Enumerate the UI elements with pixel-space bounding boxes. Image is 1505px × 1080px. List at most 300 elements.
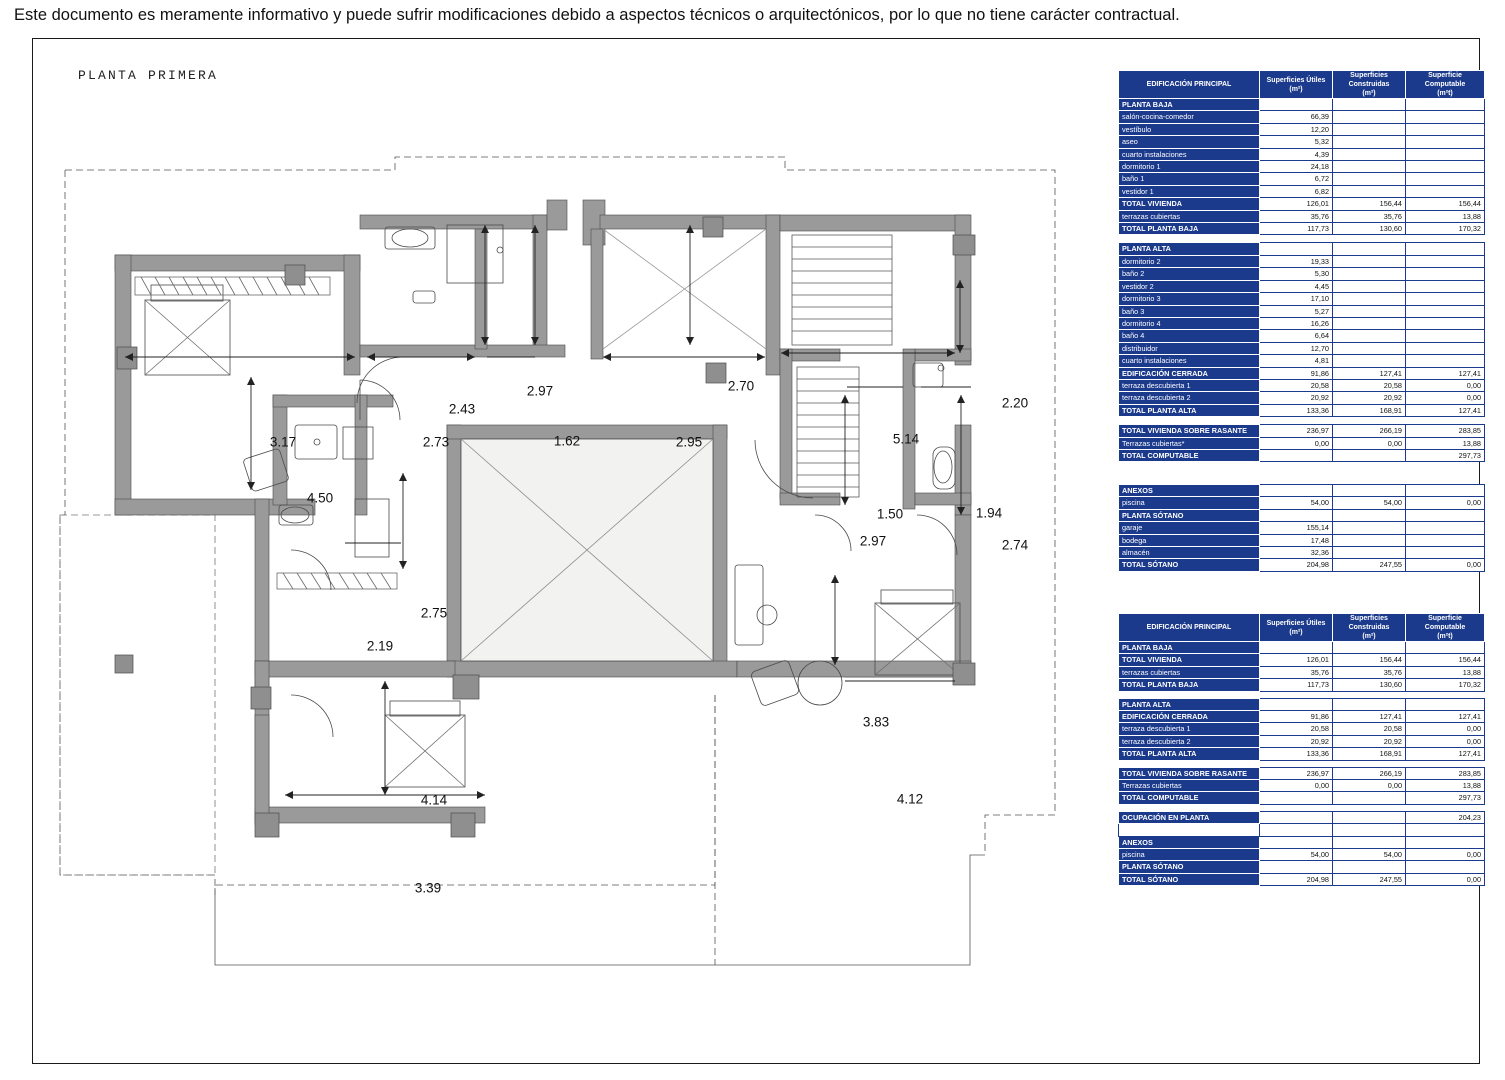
table-cell-value: 0,00 bbox=[1260, 780, 1333, 792]
table-row bbox=[1119, 367, 1485, 379]
dimension-label: 2.73 bbox=[422, 434, 450, 450]
table-cell-value: 297,73 bbox=[1406, 792, 1485, 804]
table-cell-value bbox=[1333, 136, 1406, 148]
table-row-label: PLANTA ALTA bbox=[1119, 243, 1260, 255]
table-cell-value: 170,32 bbox=[1406, 223, 1485, 235]
table-row bbox=[1119, 780, 1485, 792]
table-row bbox=[1119, 148, 1485, 160]
table-row-label: PLANTA ALTA bbox=[1119, 698, 1260, 710]
table-section-title bbox=[1119, 243, 1485, 255]
table-cell-value bbox=[1406, 342, 1485, 354]
table-cell-value bbox=[1406, 509, 1485, 521]
table-row-label: distribuidor bbox=[1119, 342, 1260, 354]
table-cell-value: 0,00 bbox=[1406, 873, 1485, 885]
table-row-label: aseo bbox=[1119, 136, 1260, 148]
table-cell-value: 0,00 bbox=[1333, 780, 1406, 792]
table-row-label: TOTAL VIVIENDA bbox=[1119, 654, 1260, 666]
table-cell-value: 24,18 bbox=[1260, 161, 1333, 173]
table-cell-value: 35,76 bbox=[1333, 666, 1406, 678]
table-row-label: TOTAL PLANTA BAJA bbox=[1119, 679, 1260, 691]
table-cell-value bbox=[1333, 330, 1406, 342]
table-cell-value bbox=[1260, 509, 1333, 521]
table-header-cell: Superficie Computable (m²t) bbox=[1406, 71, 1485, 99]
table-cell-value: 156,44 bbox=[1333, 198, 1406, 210]
table-row-label: vestidor 1 bbox=[1119, 185, 1260, 197]
table-cell-value: 91,86 bbox=[1260, 367, 1333, 379]
table-cell-value bbox=[1406, 330, 1485, 342]
table-row-label: cuarto instalaciones bbox=[1119, 355, 1260, 367]
table-cell-value bbox=[1333, 268, 1406, 280]
table-cell-value bbox=[1260, 836, 1333, 848]
table-header-cell: Superficies Útiles (m²) bbox=[1260, 614, 1333, 642]
table-row bbox=[1119, 161, 1485, 173]
table-cell-value: 17,48 bbox=[1260, 534, 1333, 546]
table-row bbox=[1119, 873, 1485, 885]
table-cell-value: 12,20 bbox=[1260, 123, 1333, 135]
table-cell-value: 156,44 bbox=[1406, 654, 1485, 666]
table-cell-value: 204,98 bbox=[1260, 873, 1333, 885]
table-cell-value: 247,55 bbox=[1333, 559, 1406, 571]
table-row-label: salón-cocina-comedor bbox=[1119, 111, 1260, 123]
floor-plan-drawing bbox=[55, 95, 1090, 985]
table-cell-value: 20,58 bbox=[1333, 379, 1406, 391]
table-cell-value: 5,32 bbox=[1260, 136, 1333, 148]
table-row-label: dormitorio 4 bbox=[1119, 317, 1260, 329]
table-cell-value bbox=[1333, 534, 1406, 546]
table-row-label: EDIFICACIÓN CERRADA bbox=[1119, 711, 1260, 723]
table-cell-value: 0,00 bbox=[1406, 392, 1485, 404]
dimension-label: 4.14 bbox=[420, 792, 448, 808]
table-row bbox=[1119, 485, 1485, 497]
table-cell-value bbox=[1406, 123, 1485, 135]
table-cell-value: 32,36 bbox=[1260, 547, 1333, 559]
table-cell-value: 20,58 bbox=[1333, 723, 1406, 735]
table-row-label: garaje bbox=[1119, 522, 1260, 534]
dimension-label: 2.97 bbox=[859, 533, 887, 549]
table-cell-value bbox=[1333, 355, 1406, 367]
table-cell-value: 66,39 bbox=[1260, 111, 1333, 123]
table-row bbox=[1119, 355, 1485, 367]
table-row bbox=[1119, 509, 1485, 521]
table-row bbox=[1119, 255, 1485, 267]
table-row bbox=[1119, 449, 1485, 461]
table-cell-value bbox=[1406, 280, 1485, 292]
table-row-label: dormitorio 1 bbox=[1119, 161, 1260, 173]
table-cell-value: 130,60 bbox=[1333, 679, 1406, 691]
table-row-label: terrazas cubiertas bbox=[1119, 210, 1260, 222]
page-title: PLANTA PRIMERA bbox=[78, 68, 219, 83]
table-row-label: TOTAL VIVIENDA SOBRE RASANTE bbox=[1119, 767, 1260, 779]
table-cell-value: 54,00 bbox=[1260, 849, 1333, 861]
table-row bbox=[1119, 666, 1485, 678]
table-row-label: ANEXOS bbox=[1119, 836, 1260, 848]
table-cell-value: 266,19 bbox=[1333, 767, 1406, 779]
table-row bbox=[1119, 293, 1485, 305]
table-cell-value bbox=[1333, 293, 1406, 305]
dimension-label: 4.12 bbox=[896, 791, 924, 807]
table-row-label: TOTAL SÓTANO bbox=[1119, 873, 1260, 885]
table-cell bbox=[1333, 824, 1406, 836]
table-row bbox=[1119, 804, 1485, 811]
table-row-label: TOTAL COMPUTABLE bbox=[1119, 449, 1260, 461]
dimension-label: 1.94 bbox=[975, 505, 1003, 521]
table-cell-value: 0,00 bbox=[1406, 497, 1485, 509]
table-section-title bbox=[1119, 99, 1485, 111]
table-cell-value bbox=[1260, 243, 1333, 255]
table-cell-value bbox=[1333, 243, 1406, 255]
table-cell-value: 133,36 bbox=[1260, 404, 1333, 416]
table-header-cell: Superficies Construidas (m²) bbox=[1333, 614, 1406, 642]
table-cell-value bbox=[1260, 861, 1333, 873]
table-cell-value: 13,88 bbox=[1406, 210, 1485, 222]
table-spacer bbox=[1119, 804, 1485, 811]
table-row-label: dormitorio 2 bbox=[1119, 255, 1260, 267]
table-cell-value: 35,76 bbox=[1333, 210, 1406, 222]
table-cell-value bbox=[1406, 836, 1485, 848]
table-row bbox=[1119, 210, 1485, 222]
table-cell-value bbox=[1406, 185, 1485, 197]
table-row bbox=[1119, 698, 1485, 710]
dimension-label: 3.83 bbox=[862, 714, 890, 730]
table-cell-value: 0,00 bbox=[1406, 559, 1485, 571]
table-cell-value: 4,45 bbox=[1260, 280, 1333, 292]
table-cell bbox=[1260, 824, 1333, 836]
table-cell-value bbox=[1260, 449, 1333, 461]
table-row bbox=[1119, 811, 1485, 823]
table-cell-value bbox=[1260, 792, 1333, 804]
table-row-label: PLANTA BAJA bbox=[1119, 642, 1260, 654]
table-row-label: TOTAL PLANTA ALTA bbox=[1119, 748, 1260, 760]
table-row bbox=[1119, 836, 1485, 848]
table-row-label: terraza descubierta 2 bbox=[1119, 735, 1260, 747]
table-row bbox=[1119, 748, 1485, 760]
table-cell-value bbox=[1333, 342, 1406, 354]
table-cell-value: 204,98 bbox=[1260, 559, 1333, 571]
table-cell-value bbox=[1406, 243, 1485, 255]
table-cell-value: 127,41 bbox=[1406, 404, 1485, 416]
table-cell-value bbox=[1333, 161, 1406, 173]
table-cell-value bbox=[1406, 534, 1485, 546]
table-cell-value: 117,73 bbox=[1260, 223, 1333, 235]
table-row-label: baño 3 bbox=[1119, 305, 1260, 317]
table-cell-value: 127,41 bbox=[1406, 367, 1485, 379]
table-cell-value: 127,41 bbox=[1333, 711, 1406, 723]
dimension-label: 2.97 bbox=[526, 383, 554, 399]
dimension-label: 5.14 bbox=[892, 431, 920, 447]
table-row bbox=[1119, 534, 1485, 546]
table-cell-value: 283,85 bbox=[1406, 767, 1485, 779]
table-row bbox=[1119, 654, 1485, 666]
table-cell-value bbox=[1333, 485, 1406, 497]
table-cell-value: 20,92 bbox=[1333, 735, 1406, 747]
table-cell-value: 236,97 bbox=[1260, 767, 1333, 779]
table-cell-value: 0,00 bbox=[1406, 735, 1485, 747]
table-cell-value bbox=[1406, 355, 1485, 367]
table-cell-value bbox=[1333, 317, 1406, 329]
table-row bbox=[1119, 760, 1485, 767]
table-row bbox=[1119, 547, 1485, 559]
table-cell-value bbox=[1333, 305, 1406, 317]
table-cell-value: 20,58 bbox=[1260, 379, 1333, 391]
table-cell-value bbox=[1406, 861, 1485, 873]
table-cell-value bbox=[1333, 148, 1406, 160]
table-cell-value: 127,41 bbox=[1333, 367, 1406, 379]
table-cell-value bbox=[1333, 547, 1406, 559]
table-cell-value bbox=[1333, 861, 1406, 873]
table-row-label: terraza descubierta 1 bbox=[1119, 723, 1260, 735]
table-row-label: cuarto instalaciones bbox=[1119, 148, 1260, 160]
table-row-label: TOTAL PLANTA BAJA bbox=[1119, 223, 1260, 235]
table-edificacion-principal-top bbox=[1118, 70, 1485, 462]
table-cell-value bbox=[1333, 522, 1406, 534]
disclaimer-text: Este documento es meramente informativo y puede sufrir modificaciones debido a aspectos técnicos o arquitectónicos, por lo que no tiene carácter contractual. bbox=[14, 6, 1180, 24]
table-edificacion-principal-bottom bbox=[1118, 613, 1485, 886]
table-cell-value bbox=[1406, 111, 1485, 123]
table-cell-value: 127,41 bbox=[1406, 748, 1485, 760]
table-row-label: PLANTA SÓTANO bbox=[1119, 509, 1260, 521]
dimension-label: 1.62 bbox=[553, 433, 581, 449]
table-cell-value: 168,91 bbox=[1333, 404, 1406, 416]
table-row bbox=[1119, 173, 1485, 185]
table-cell-value bbox=[1333, 792, 1406, 804]
table-cell-value: 204,23 bbox=[1406, 811, 1485, 823]
table-row-label: vestidor 2 bbox=[1119, 280, 1260, 292]
table-row bbox=[1119, 767, 1485, 779]
table-header-cell: Superficies Construidas (m²) bbox=[1333, 71, 1406, 99]
table-row bbox=[1119, 342, 1485, 354]
table-cell-value bbox=[1333, 123, 1406, 135]
table-cell-value: 168,91 bbox=[1333, 748, 1406, 760]
table-row bbox=[1119, 185, 1485, 197]
table-row bbox=[1119, 559, 1485, 571]
table-cell-value bbox=[1333, 280, 1406, 292]
table-row bbox=[1119, 497, 1485, 509]
table-cell-value bbox=[1406, 522, 1485, 534]
table-cell-value: 127,41 bbox=[1406, 711, 1485, 723]
table-row bbox=[1119, 861, 1485, 873]
dimension-label: 1.50 bbox=[876, 506, 904, 522]
table-cell-value: 130,60 bbox=[1333, 223, 1406, 235]
table-row bbox=[1119, 679, 1485, 691]
table-row bbox=[1119, 642, 1485, 654]
table-row-label: Terrazas cubiertas bbox=[1119, 780, 1260, 792]
table-cell-value: 4,81 bbox=[1260, 355, 1333, 367]
table-cell-value: 126,01 bbox=[1260, 198, 1333, 210]
table-row-label: baño 4 bbox=[1119, 330, 1260, 342]
table-cell-value: 16,26 bbox=[1260, 317, 1333, 329]
table-cell-value: 4,39 bbox=[1260, 148, 1333, 160]
table-cell-value: 0,00 bbox=[1406, 379, 1485, 391]
table-cell-value bbox=[1260, 99, 1333, 111]
table-row-label: PLANTA BAJA bbox=[1119, 99, 1260, 111]
table-header-cell: EDIFICACIÓN PRINCIPAL bbox=[1119, 614, 1260, 642]
table-cell-value bbox=[1333, 836, 1406, 848]
table-cell-value bbox=[1406, 148, 1485, 160]
table-cell-value: 6,72 bbox=[1260, 173, 1333, 185]
table-cell-value bbox=[1406, 547, 1485, 559]
dimension-label: 2.19 bbox=[366, 638, 394, 654]
table-cell-value bbox=[1333, 173, 1406, 185]
table-cell-value: 236,97 bbox=[1260, 425, 1333, 437]
table-cell-value: 126,01 bbox=[1260, 654, 1333, 666]
table-cell-value: 12,70 bbox=[1260, 342, 1333, 354]
table-row bbox=[1119, 379, 1485, 391]
dimension-label: 2.75 bbox=[420, 605, 448, 621]
table-cell-value: 35,76 bbox=[1260, 210, 1333, 222]
table-row-label: TOTAL SÓTANO bbox=[1119, 559, 1260, 571]
table-row bbox=[1119, 425, 1485, 437]
table-cell-value: 20,92 bbox=[1260, 392, 1333, 404]
table-row-label: almacén bbox=[1119, 547, 1260, 559]
table-cell-value: 6,82 bbox=[1260, 185, 1333, 197]
table-row-label: baño 1 bbox=[1119, 173, 1260, 185]
table-row-label: TOTAL VIVIENDA bbox=[1119, 198, 1260, 210]
table-row-label: TOTAL COMPUTABLE bbox=[1119, 792, 1260, 804]
table-row bbox=[1119, 392, 1485, 404]
table-cell-value: 0,00 bbox=[1406, 849, 1485, 861]
table-cell-value: 156,44 bbox=[1333, 654, 1406, 666]
table-row bbox=[1119, 317, 1485, 329]
table-cell-value: 13,88 bbox=[1406, 666, 1485, 678]
table-cell-value: 5,27 bbox=[1260, 305, 1333, 317]
table-cell-value: 54,00 bbox=[1260, 497, 1333, 509]
table-cell-value: 13,88 bbox=[1406, 437, 1485, 449]
table-cell-value bbox=[1260, 485, 1333, 497]
table-cell-value: 17,10 bbox=[1260, 293, 1333, 305]
table-cell-value bbox=[1406, 268, 1485, 280]
table-cell-value: 6,64 bbox=[1260, 330, 1333, 342]
table-row bbox=[1119, 268, 1485, 280]
table-row-label: TOTAL VIVIENDA SOBRE RASANTE bbox=[1119, 425, 1260, 437]
table-row bbox=[1119, 711, 1485, 723]
table-cell-value: 117,73 bbox=[1260, 679, 1333, 691]
dimension-label: 2.20 bbox=[1001, 395, 1029, 411]
table-cell-value bbox=[1406, 698, 1485, 710]
table-cell-value bbox=[1333, 111, 1406, 123]
table-cell-value bbox=[1260, 642, 1333, 654]
table-cell-value bbox=[1406, 305, 1485, 317]
dimension-label: 3.17 bbox=[269, 434, 297, 450]
table-row-label: terraza descubierta 2 bbox=[1119, 392, 1260, 404]
table-cell-value: 54,00 bbox=[1333, 497, 1406, 509]
table-row-label: EDIFICACIÓN CERRADA bbox=[1119, 367, 1260, 379]
table-cell-value bbox=[1406, 317, 1485, 329]
table-cell-value: 20,92 bbox=[1333, 392, 1406, 404]
table-cell-value bbox=[1406, 642, 1485, 654]
table-cell-value: 35,76 bbox=[1260, 666, 1333, 678]
dimension-label: 3.39 bbox=[414, 880, 442, 896]
table-anexos-sotano bbox=[1118, 484, 1485, 572]
table-cell-value bbox=[1333, 811, 1406, 823]
table-cell bbox=[1406, 824, 1485, 836]
table-cell-value: 133,36 bbox=[1260, 748, 1333, 760]
table-cell-value: 0,00 bbox=[1333, 437, 1406, 449]
table-cell-value: 283,85 bbox=[1406, 425, 1485, 437]
table-row bbox=[1119, 735, 1485, 747]
table-row bbox=[1119, 198, 1485, 210]
table-spacer bbox=[1119, 417, 1485, 425]
table-cell-value: 5,30 bbox=[1260, 268, 1333, 280]
dimension-label: 4.50 bbox=[306, 490, 334, 506]
table-cell-value bbox=[1333, 99, 1406, 111]
table-row-label: TOTAL PLANTA ALTA bbox=[1119, 404, 1260, 416]
table-row bbox=[1119, 223, 1485, 235]
table-row bbox=[1119, 136, 1485, 148]
table-cell-value bbox=[1406, 173, 1485, 185]
table-header-cell: Superficie Computable (m²t) bbox=[1406, 614, 1485, 642]
table-row bbox=[1119, 522, 1485, 534]
table-header-cell: Superficies Útiles (m²) bbox=[1260, 71, 1333, 99]
table-cell-value: 155,14 bbox=[1260, 522, 1333, 534]
table-cell-value bbox=[1333, 185, 1406, 197]
table-spacer bbox=[1119, 235, 1485, 243]
table-row bbox=[1119, 437, 1485, 449]
table-row-label: bodega bbox=[1119, 534, 1260, 546]
dimension-label: 2.74 bbox=[1001, 537, 1029, 553]
table-cell-value bbox=[1333, 509, 1406, 521]
table-row-label: piscina bbox=[1119, 849, 1260, 861]
table-row-label: terrazas cubiertas bbox=[1119, 666, 1260, 678]
dimension-label: 2.43 bbox=[448, 401, 476, 417]
table-cell-value: 0,00 bbox=[1260, 437, 1333, 449]
table-cell-value: 170,32 bbox=[1406, 679, 1485, 691]
table-cell-value: 54,00 bbox=[1333, 849, 1406, 861]
table-cell-value bbox=[1406, 293, 1485, 305]
table-cell-value bbox=[1333, 642, 1406, 654]
table-row bbox=[1119, 280, 1485, 292]
table-cell-value: 19,33 bbox=[1260, 255, 1333, 267]
dimension-label: 2.70 bbox=[727, 378, 755, 394]
table-cell-value bbox=[1406, 161, 1485, 173]
table-row bbox=[1119, 111, 1485, 123]
table-cell-value: 20,58 bbox=[1260, 723, 1333, 735]
table-cell-value bbox=[1406, 99, 1485, 111]
table-row bbox=[1119, 849, 1485, 861]
table-cell-value: 20,92 bbox=[1260, 735, 1333, 747]
table-row bbox=[1119, 404, 1485, 416]
table-row-label: OCUPACIÓN EN PLANTA bbox=[1119, 811, 1260, 823]
table-row bbox=[1119, 330, 1485, 342]
table-row bbox=[1119, 723, 1485, 735]
table-cell-value bbox=[1260, 811, 1333, 823]
table-row bbox=[1119, 691, 1485, 698]
table-cell-value: 266,19 bbox=[1333, 425, 1406, 437]
table-cell-value: 156,44 bbox=[1406, 198, 1485, 210]
table-cell-value bbox=[1406, 255, 1485, 267]
table-row-label: PLANTA SÓTANO bbox=[1119, 861, 1260, 873]
dimension-label: 2.95 bbox=[675, 434, 703, 450]
table-cell-value bbox=[1333, 698, 1406, 710]
table-row-label: ANEXOS bbox=[1119, 485, 1260, 497]
table-row-label: vestíbulo bbox=[1119, 123, 1260, 135]
table-row-label: terraza descubierta 1 bbox=[1119, 379, 1260, 391]
table-cell-value: 91,86 bbox=[1260, 711, 1333, 723]
table-cell-value: 13,88 bbox=[1406, 780, 1485, 792]
table-cell-value bbox=[1406, 136, 1485, 148]
table-cell-value bbox=[1333, 255, 1406, 267]
table-row-label: Terrazas cubiertas* bbox=[1119, 437, 1260, 449]
table-cell bbox=[1119, 824, 1260, 836]
table-row-label: piscina bbox=[1119, 497, 1260, 509]
table-row-label: dormitorio 3 bbox=[1119, 293, 1260, 305]
table-cell-value: 0,00 bbox=[1406, 723, 1485, 735]
table-cell-value bbox=[1333, 449, 1406, 461]
table-cell-value: 247,55 bbox=[1333, 873, 1406, 885]
table-cell-value bbox=[1406, 485, 1485, 497]
table-spacer bbox=[1119, 760, 1485, 767]
table-row-label: baño 2 bbox=[1119, 268, 1260, 280]
table-row bbox=[1119, 824, 1485, 836]
